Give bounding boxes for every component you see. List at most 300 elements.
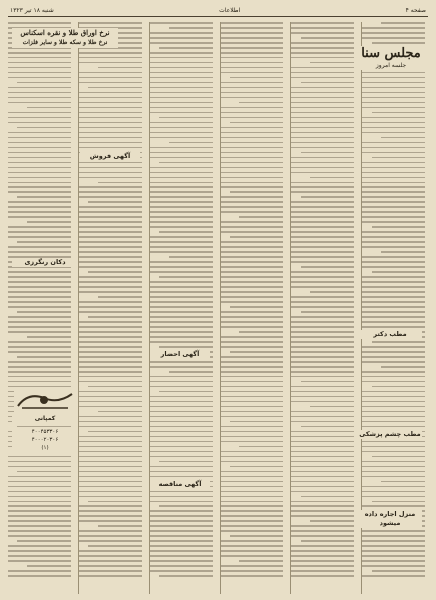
column-text <box>221 22 284 594</box>
text-line <box>362 550 425 552</box>
text-line <box>230 77 283 79</box>
text-line <box>150 525 213 527</box>
text-line <box>150 82 213 84</box>
text-line <box>79 52 142 54</box>
text-line <box>301 496 354 498</box>
text-line <box>150 206 213 208</box>
text-line <box>79 321 142 323</box>
text-line <box>8 152 71 154</box>
text-line <box>169 142 213 144</box>
text-line <box>8 520 71 522</box>
text-line <box>150 172 213 174</box>
text-line <box>27 565 71 567</box>
text-line <box>79 127 142 129</box>
text-line <box>159 162 212 164</box>
text-line <box>291 486 354 488</box>
text-line <box>221 231 284 233</box>
text-line <box>79 346 142 348</box>
text-line <box>221 401 284 403</box>
text-line <box>150 62 213 64</box>
text-line <box>221 515 284 517</box>
text-line <box>150 226 213 228</box>
text-line <box>8 466 71 468</box>
text-line <box>381 137 425 139</box>
text-line <box>79 177 142 179</box>
page-header <box>8 4 428 17</box>
text-line <box>310 62 354 64</box>
text-line <box>291 510 354 512</box>
text-line <box>362 311 425 313</box>
text-line <box>79 366 142 368</box>
text-line <box>221 152 284 154</box>
text-line <box>88 87 141 89</box>
text-line <box>150 266 213 268</box>
text-line <box>372 226 425 228</box>
text-line <box>79 491 142 493</box>
text-line <box>291 296 354 298</box>
gold-rates-headline <box>12 28 118 48</box>
text-line <box>291 321 354 323</box>
text-line <box>150 97 213 99</box>
text-line <box>221 162 284 164</box>
text-line <box>221 211 284 213</box>
text-line <box>79 575 142 577</box>
text-line <box>362 82 425 84</box>
text-line <box>301 196 354 198</box>
text-line <box>150 446 213 448</box>
text-line <box>79 326 142 328</box>
text-line <box>8 162 71 164</box>
text-line <box>150 77 213 79</box>
text-line <box>8 246 71 248</box>
text-line <box>221 276 284 278</box>
text-line <box>362 221 425 223</box>
text-line <box>150 296 213 298</box>
text-line <box>291 491 354 493</box>
text-line <box>291 182 354 184</box>
text-line <box>362 186 425 188</box>
text-line <box>291 341 354 343</box>
text-line <box>150 386 213 388</box>
text-line <box>291 416 354 418</box>
text-line <box>79 371 142 373</box>
text-line <box>150 216 213 218</box>
text-line <box>79 216 142 218</box>
text-line <box>150 411 213 413</box>
text-line <box>8 122 71 124</box>
text-line <box>221 391 284 393</box>
text-line <box>221 127 284 129</box>
text-line <box>221 296 284 298</box>
text-line <box>8 366 71 368</box>
text-line <box>362 196 425 198</box>
text-line <box>221 201 284 203</box>
text-line <box>362 376 425 378</box>
text-line <box>221 271 284 273</box>
text-line <box>221 137 284 139</box>
text-line <box>362 411 425 413</box>
reference-number: (۱) <box>41 445 49 451</box>
text-line <box>362 122 425 124</box>
text-line <box>79 142 142 144</box>
text-line <box>159 117 212 119</box>
text-line <box>8 132 71 134</box>
text-line <box>150 132 213 134</box>
text-line <box>79 167 142 169</box>
text-line <box>362 530 425 532</box>
text-line <box>150 560 213 562</box>
text-line <box>291 122 354 124</box>
text-line <box>362 296 425 298</box>
column-5 <box>78 22 145 594</box>
text-line <box>362 167 425 169</box>
text-line <box>8 291 71 293</box>
text-line <box>291 147 354 149</box>
text-line <box>301 82 354 84</box>
text-line <box>291 241 354 243</box>
text-line <box>8 545 71 547</box>
text-line <box>291 550 354 552</box>
text-line <box>8 236 71 238</box>
text-line <box>291 102 354 104</box>
text-line <box>150 92 213 94</box>
text-line <box>221 27 284 29</box>
text-line <box>150 42 213 44</box>
text-line <box>8 87 71 89</box>
text-line <box>27 221 71 223</box>
text-line <box>291 157 354 159</box>
text-line <box>79 246 142 248</box>
text-line <box>150 406 213 408</box>
text-line <box>221 221 284 223</box>
text-line <box>291 281 354 283</box>
text-line <box>372 42 425 44</box>
text-line <box>291 316 354 318</box>
text-line <box>291 271 354 273</box>
text-line <box>291 456 354 458</box>
text-line <box>221 540 284 542</box>
column-1 <box>361 22 428 594</box>
text-line <box>79 396 142 398</box>
text-line <box>291 351 354 353</box>
text-line <box>79 196 142 198</box>
text-line <box>8 501 71 503</box>
text-line <box>291 42 354 44</box>
text-line <box>79 406 142 408</box>
phone-number: ۴۰۰۰۲۰۳۰۶ <box>31 437 59 443</box>
text-line <box>362 356 425 358</box>
text-line <box>372 501 425 503</box>
text-line <box>150 286 213 288</box>
text-line <box>150 336 213 338</box>
text-line <box>221 406 284 408</box>
text-line <box>8 142 71 144</box>
text-line <box>221 196 284 198</box>
text-line <box>362 426 425 428</box>
text-line <box>291 535 354 537</box>
text-line <box>230 421 283 423</box>
text-line <box>291 167 354 169</box>
text-line <box>372 271 425 273</box>
text-line <box>362 446 425 448</box>
text-line <box>79 97 142 99</box>
text-line <box>150 127 213 129</box>
text-line <box>8 316 71 318</box>
text-line <box>79 57 142 59</box>
text-line <box>221 346 284 348</box>
text-line <box>150 72 213 74</box>
text-line <box>221 157 284 159</box>
text-line <box>291 92 354 94</box>
text-line <box>8 456 71 458</box>
text-line <box>150 361 213 363</box>
text-line <box>362 291 425 293</box>
text-line <box>362 27 425 29</box>
text-line <box>221 545 284 547</box>
text-line <box>362 256 425 258</box>
text-line <box>221 47 284 49</box>
text-line <box>150 366 213 368</box>
text-line <box>291 246 354 248</box>
text-line <box>150 122 213 124</box>
text-line <box>8 346 71 348</box>
text-line <box>239 560 283 562</box>
text-line <box>8 376 71 378</box>
text-line <box>362 211 425 213</box>
text-line <box>79 77 142 79</box>
text-line <box>79 520 142 522</box>
text-line <box>362 565 425 567</box>
text-line <box>291 476 354 478</box>
text-line <box>150 540 213 542</box>
text-line <box>150 167 213 169</box>
text-line <box>221 570 284 572</box>
text-line <box>362 147 425 149</box>
headline-text: مجلس سنا <box>361 46 421 61</box>
text-line <box>79 560 142 562</box>
text-line <box>8 92 71 94</box>
text-line <box>98 525 142 527</box>
text-line <box>221 97 284 99</box>
text-line <box>291 391 354 393</box>
text-line <box>150 431 213 433</box>
text-line <box>221 426 284 428</box>
text-line <box>150 22 213 24</box>
text-line <box>362 321 425 323</box>
text-line <box>381 366 425 368</box>
text-line <box>221 471 284 473</box>
text-line <box>230 306 283 308</box>
text-line <box>88 271 141 273</box>
text-line <box>79 496 142 498</box>
text-line <box>291 276 354 278</box>
text-line <box>8 97 71 99</box>
text-line <box>88 501 141 503</box>
text-line <box>362 281 425 283</box>
text-line <box>8 461 71 463</box>
phone-number: ۴۰۰۴۵۳۳۰۶ <box>31 429 59 435</box>
text-line <box>150 57 213 59</box>
text-line <box>230 236 283 238</box>
text-line <box>17 356 70 358</box>
text-line <box>150 545 213 547</box>
issue-date: شنبه ۱۸ تیر ۱۳۲۳ <box>10 6 54 14</box>
text-line <box>79 416 142 418</box>
text-line <box>159 231 212 233</box>
text-line <box>88 386 141 388</box>
text-line <box>221 525 284 527</box>
text-line <box>79 286 142 288</box>
text-line <box>221 491 284 493</box>
dyeing-ad <box>12 258 78 267</box>
text-line <box>150 436 213 438</box>
text-line <box>221 396 284 398</box>
text-line <box>150 301 213 303</box>
text-line <box>221 172 284 174</box>
text-line <box>150 52 213 54</box>
text-line <box>150 182 213 184</box>
text-line <box>8 172 71 174</box>
text-line <box>362 535 425 537</box>
text-line <box>230 535 283 537</box>
text-line <box>8 251 71 253</box>
text-line <box>362 306 425 308</box>
text-line <box>221 117 284 119</box>
text-line <box>8 147 71 149</box>
majlis-sena-headline <box>356 46 426 70</box>
text-line <box>8 486 71 488</box>
text-line <box>362 396 425 398</box>
text-line <box>291 77 354 79</box>
text-line <box>27 107 71 109</box>
text-line <box>221 52 284 54</box>
headline-text: نرخ اوراق طلا و نقره اسکناس <box>20 28 110 37</box>
text-line <box>79 510 142 512</box>
text-line <box>221 82 284 84</box>
text-line <box>98 182 142 184</box>
text-line <box>8 137 71 139</box>
text-line <box>310 291 354 293</box>
text-line <box>8 216 71 218</box>
text-line <box>8 535 71 537</box>
text-line <box>221 42 284 44</box>
text-line <box>150 37 213 39</box>
text-line <box>150 112 213 114</box>
text-line <box>8 550 71 552</box>
text-line <box>221 371 284 373</box>
text-line <box>221 481 284 483</box>
text-line <box>362 231 425 233</box>
column-2 <box>290 22 357 594</box>
text-line <box>291 545 354 547</box>
text-line <box>150 501 213 503</box>
text-line <box>150 316 213 318</box>
text-line <box>362 451 425 453</box>
text-line <box>8 67 71 69</box>
text-line <box>362 216 425 218</box>
text-line <box>8 206 71 208</box>
text-line <box>221 326 284 328</box>
text-line <box>79 351 142 353</box>
text-line <box>362 545 425 547</box>
text-line <box>291 461 354 463</box>
text-line <box>310 406 354 408</box>
text-line <box>291 206 354 208</box>
text-line <box>17 127 70 129</box>
text-line <box>291 431 354 433</box>
text-line <box>301 266 354 268</box>
text-line <box>291 226 354 228</box>
text-line <box>221 411 284 413</box>
text-line <box>362 471 425 473</box>
text-line <box>150 281 213 283</box>
text-line <box>221 67 284 69</box>
text-line <box>150 291 213 293</box>
text-line <box>362 241 425 243</box>
text-line <box>150 550 213 552</box>
text-line <box>291 471 354 473</box>
text-line <box>8 211 71 213</box>
text-line <box>362 316 425 318</box>
text-line <box>239 102 283 104</box>
text-line <box>221 376 284 378</box>
text-line <box>362 206 425 208</box>
text-line <box>8 555 71 557</box>
company-name <box>12 414 78 423</box>
text-line <box>291 162 354 164</box>
text-line <box>372 570 425 572</box>
text-line <box>291 376 354 378</box>
text-line <box>221 266 284 268</box>
company-title: کمپانی <box>34 415 56 422</box>
text-line <box>150 476 213 478</box>
text-line <box>239 216 283 218</box>
text-line <box>221 416 284 418</box>
text-line <box>150 32 213 34</box>
text-line <box>221 501 284 503</box>
text-line <box>8 331 71 333</box>
text-line <box>291 221 354 223</box>
text-line <box>150 221 213 223</box>
text-line <box>79 476 142 478</box>
text-line <box>8 186 71 188</box>
text-line <box>8 530 71 532</box>
text-line <box>362 421 425 423</box>
text-line <box>79 505 142 507</box>
text-line <box>79 426 142 428</box>
text-line <box>291 32 354 34</box>
ad-title: آگهی مناقصه <box>158 480 202 488</box>
text-line <box>79 211 142 213</box>
column-text <box>362 22 425 594</box>
text-line <box>362 346 425 348</box>
text-line <box>221 431 284 433</box>
ad-title: آگهی احضار <box>160 350 200 358</box>
text-line <box>372 456 425 458</box>
text-line <box>291 286 354 288</box>
text-line <box>362 371 425 373</box>
text-line <box>150 421 213 423</box>
text-line <box>221 281 284 283</box>
text-line <box>362 486 425 488</box>
text-line <box>221 321 284 323</box>
text-line <box>362 162 425 164</box>
company-logo <box>14 388 76 414</box>
text-line <box>8 381 71 383</box>
text-line <box>150 177 213 179</box>
text-line <box>230 351 283 353</box>
text-line <box>221 436 284 438</box>
